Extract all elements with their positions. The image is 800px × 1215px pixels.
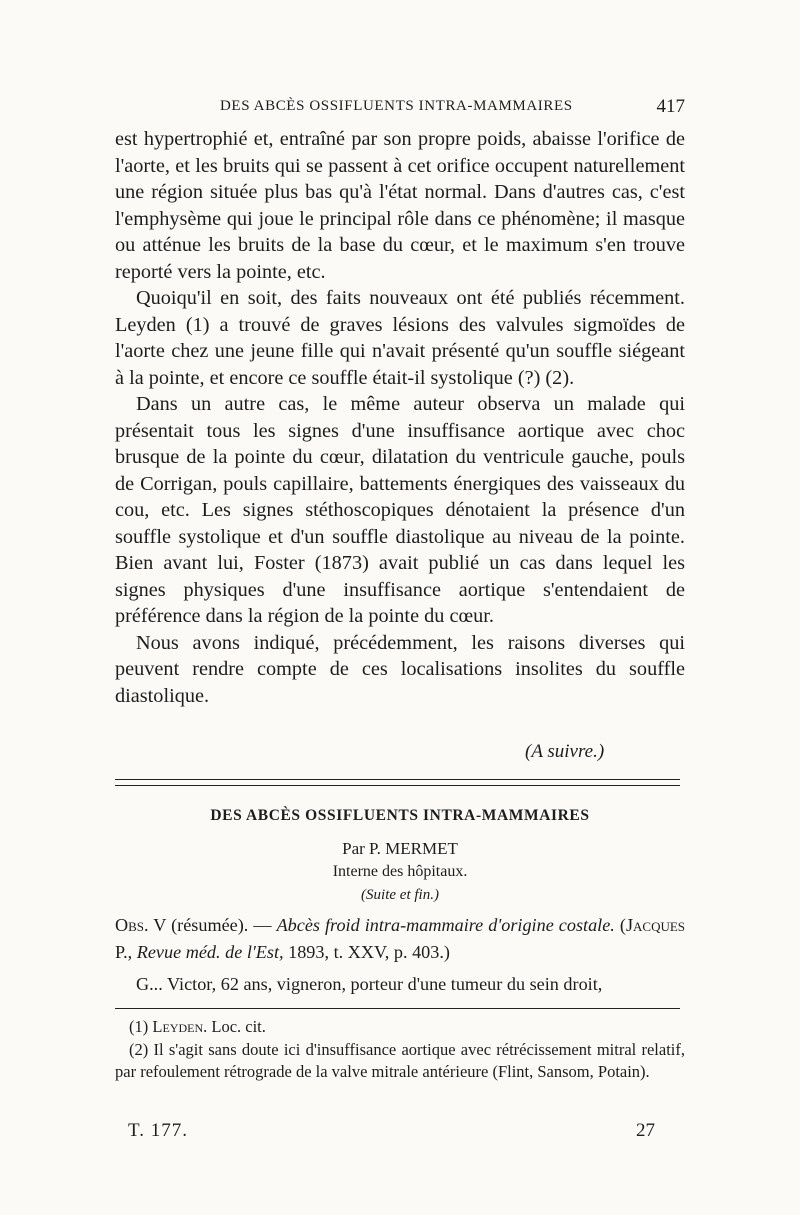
footnotes	[115, 1016, 685, 1084]
observation-first-line: G... Victor, 62 ans, vigneron, porteur d'une tumeur du sein droit,	[136, 974, 603, 994]
footnote-2: (2) Il s'agit sans doute ici d'insuffisance aortique avec rétrécissement mitral relatif, par refoulement rétrograde de la valve mitrale antérieure (Flint, Sansom, Potain).	[115, 1039, 685, 1081]
signature-mark: T. 177.	[128, 1120, 188, 1141]
obs-ref-initial: P.,	[115, 942, 133, 962]
page-number: 417	[656, 96, 685, 117]
running-title: DES ABCÈS OSSIFLUENTS INTRA-MAMMAIRES	[220, 98, 573, 114]
obs-ref-author: Jacques	[625, 915, 686, 935]
obs-title: Abcès froid intra-mammaire d'origine costale.	[276, 915, 615, 935]
body-text	[115, 126, 685, 709]
footnote-author: Leyden.	[152, 1017, 208, 1036]
obs-ref-journal: Revue méd. de l'Est,	[136, 942, 284, 962]
observation-heading: Obs. V (résumée). — Abcès froid intra-mammaire d'origine costale. (Jacques P., Revue méd. de l'Est, 1893, t. XXV, p. 403.)	[115, 915, 686, 962]
article-byline: Par P. MERMET	[342, 839, 458, 858]
article-title: DES ABCÈS OSSIFLUENTS INTRA-MAMMAIRES	[210, 807, 590, 824]
footnote-text: Loc. cit.	[211, 1017, 266, 1036]
footnote-marker: (1)	[129, 1017, 149, 1036]
paragraph: Dans un autre cas, le même auteur observa un malade qui présentait tous les signes d'une insuffisance aortique avec choc brusque de la pointe du cœur, dilatation du ventricule gauche, pouls de Corrigan, pouls capillaire, battements énergiques des vaisseaux du cou, etc. Les signes stéthoscopiques dénotaient la présence d'un souffle systolique et d'un souffle diastolique au niveau de la pointe. Bien avant lui, Foster (1873) avait publié un cas dans lequel les signes physiques d'une insuffisance aortique s'entendaient de préférence dans la région de la pointe du cœur.	[115, 393, 685, 627]
to-be-continued: (A suivre.)	[525, 741, 605, 762]
obs-number: V (résumée). —	[153, 915, 272, 935]
paragraph: est hypertrophié et, entraîné par son propre poids, abaisse l'orifice de l'aorte, et les bruits qui se passent à cet orifice occupent naturellement une région située plus bas qu'à l'état normal. Dans d'autres cas, c'est l'emphysème qui joue le principal rôle dans ce phénomène; il masque ou atténue les bruits de la base du cœur, et le maximum s'en trouve reporté vers la pointe, etc.	[115, 128, 685, 283]
article-affiliation: Interne des hôpitaux.	[332, 863, 468, 880]
section-rule	[115, 785, 680, 786]
obs-label: Obs.	[115, 915, 149, 935]
section-rule	[115, 779, 680, 780]
footnote-1	[115, 1016, 685, 1039]
paragraph: Quoiqu'il en soit, des faits nouveaux ont été publiés récemment. Leyden (1) a trouvé de graves lésions des valvules sigmoïdes de l'aorte chez une jeune fille qui n'avait présenté qu'un souffle siégeant à la pointe, et encore ce souffle était-il systolique (?) (2).	[115, 287, 685, 389]
running-head	[115, 96, 685, 120]
paragraph: Nous avons indiqué, précédemment, les raisons diverses qui peuvent rendre compte de ces localisations insolites du souffle diastolique.	[115, 631, 685, 707]
footnote-rule	[115, 1008, 680, 1009]
article-continuation: (Suite et fin.)	[361, 887, 439, 903]
obs-ref-details: 1893, t. XXV, p. 403.)	[288, 942, 450, 962]
sheet-number: 27	[636, 1120, 655, 1141]
